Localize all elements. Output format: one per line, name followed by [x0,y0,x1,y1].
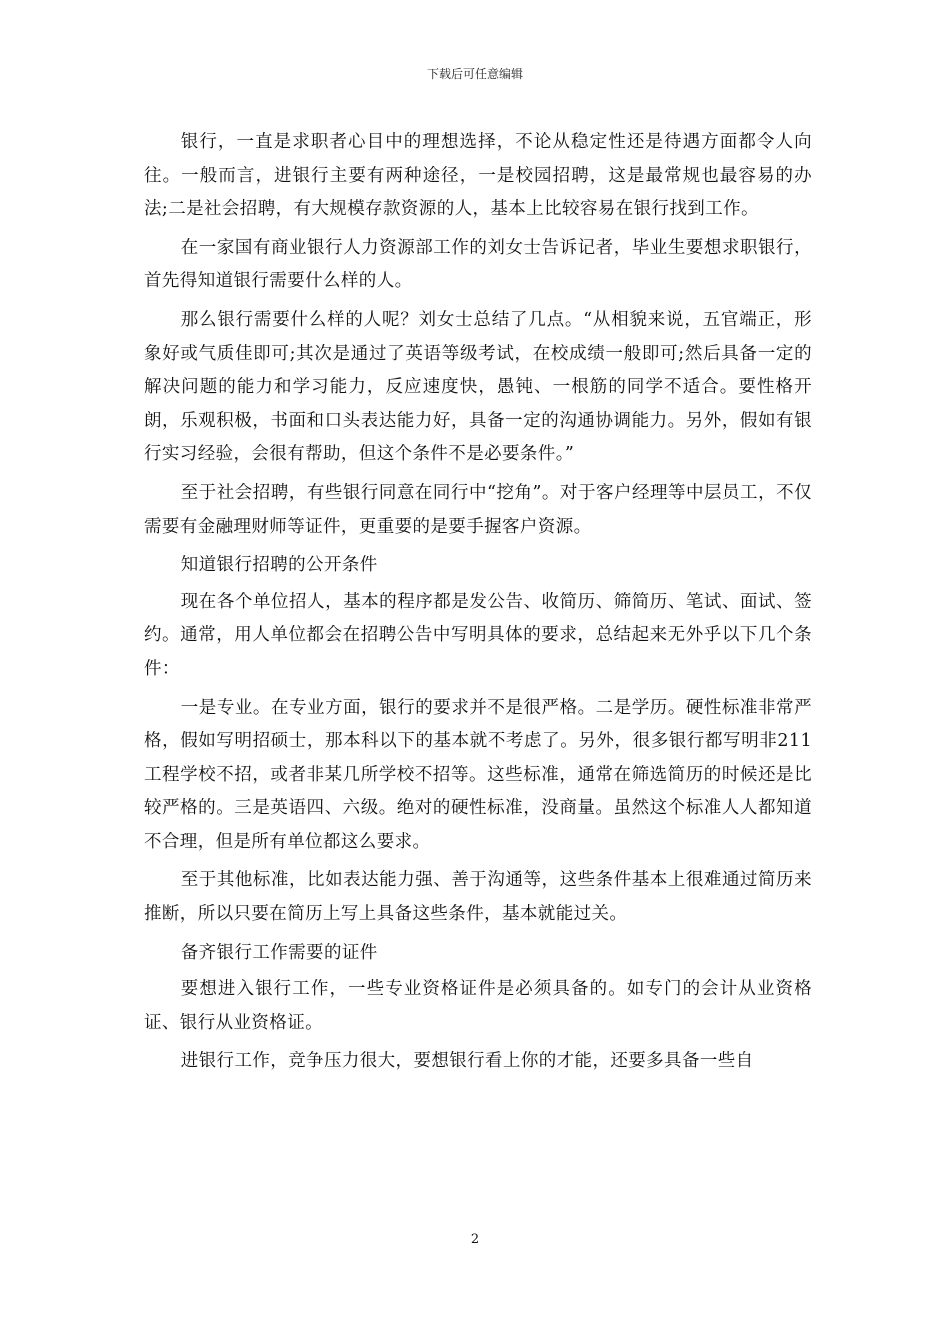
paragraph: 要想进入银行工作，一些专业资格证件是必须具备的。如专门的会计从业资格证、银行从业资格证。 [144,979,812,1033]
section-heading: 知道银行招聘的公开条件 [180,555,378,576]
paragraph: 至于其他标准，比如表达能力强、善于沟通等，这些条件基本上很难通过简历来推断，所以只要在简历上写上具备这些条件，基本就能过关。 [144,870,812,925]
document-body [144,126,812,1084]
paragraph: 一是专业。在专业方面，银行的要求并不是很严格。二是学历。硬性标准非常严格，假如写明招硕士，那本科以下的基本就不考虑了。另外，很多银行都写明非211工程学校不招，或者非某几所学校不招等。这些标准，通常在筛选简历的时候还是比较严格的。三是英语四、六级。绝对的硬性标准，没商量。虽然这个标准人人都知道不合理，但是所有单位都这么要求。 [144,697,812,852]
paragraph: 在一家国有商业银行人力资源部工作的刘女士告诉记者，毕业生要想求职银行，首先得知道银行需要什么样的人。 [144,237,812,292]
paragraph: 现在各个单位招人，基本的程序都是发公告、收简历、筛简历、笔试、面试、签约。通常，用人单位都会在招聘公告中写明具体的要求，总结起来无外乎以下几个条件： [144,591,812,679]
page-number: 2 [470,1232,480,1247]
paragraph: 进银行工作，竞争压力很大，要想银行看上你的才能，还要多具备一些自 [180,1051,754,1072]
paragraph: 银行，一直是求职者心目中的理想选择，不论从稳定性还是待遇方面都令人向往。一般而言，进银行主要有两种途径，一是校园招聘，这是最常规也最容易的办法;二是社会招聘，有大规模存款资源的人，基本上比较容易在银行找到工作。 [144,132,812,220]
page-header: 下载后可任意编辑 [426,67,523,81]
paragraph: 至于社会招聘，有些银行同意在同行中“挖角”。对于客户经理等中层员工，不仅需要有金融理财师等证件，更重要的是要手握客户资源。 [144,482,812,537]
paragraph: 那么银行需要什么样的人呢？刘女士总结了几点。“从相貌来说，五官端正，形象好或气质佳即可;其次是通过了英语等级考试，在校成绩一般即可;然后具备一定的解决问题的能力和学习能力，反应速度快，愚钝、一根筋的同学不适合。要性格开朗，乐观积极，书面和口头表达能力好，具备一定的沟通协调能力。另外，假如有银行实习经验，会很有帮助，但这个条件不是必要条件。” [144,309,812,465]
section-heading: 备齐银行工作需要的证件 [180,942,378,963]
